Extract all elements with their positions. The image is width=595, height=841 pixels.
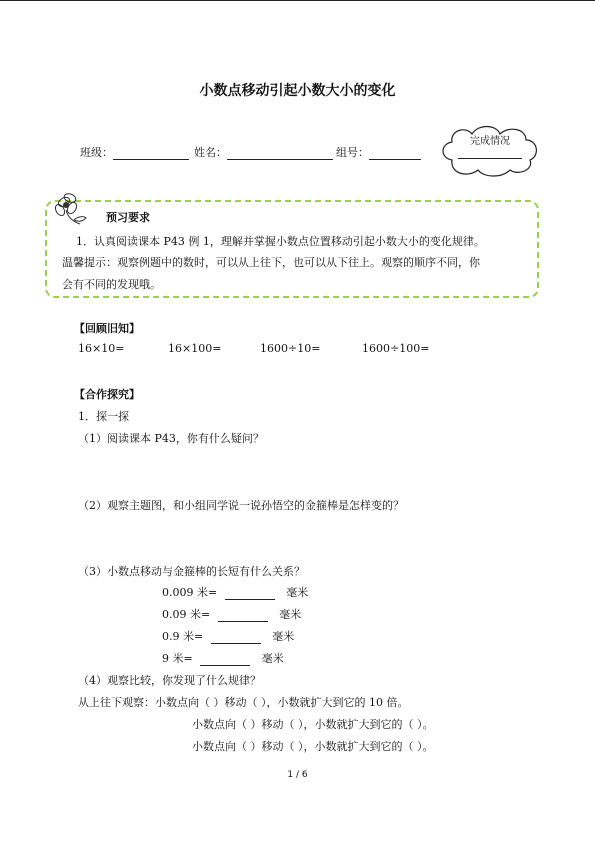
name-field [194, 144, 333, 160]
question-4: （4）观察比较，你发现了什么规律？ [78, 674, 261, 687]
review-problem: 1600÷10= [260, 342, 321, 355]
conversion-lhs: 0.9 米= [162, 630, 204, 643]
page-title: 小数点移动引起小数大小的变化 [199, 83, 396, 99]
review-problem: 16×100= [168, 342, 222, 355]
observation-line-1 [78, 694, 408, 710]
observation-line-3: 小数点向（ ）移动（ ），小数就扩大到它的（ ）。 [192, 740, 434, 753]
completion-cloud [438, 122, 542, 178]
observation-prefix: 从上往下观察： [78, 696, 155, 709]
preview-tip-line-1: 温馨提示：观察例题中的数时，可以从上往下，也可以从下往上。观察的顺序不同，你 [62, 256, 480, 269]
conversion-blank[interactable] [200, 653, 250, 666]
conversion-unit: 毫米 [286, 586, 309, 599]
conversion-lhs: 0.009 米= [162, 586, 218, 599]
class-label: 班级： [80, 146, 113, 159]
review-problem: 16×10= [78, 342, 125, 355]
name-label: 姓名： [194, 146, 227, 159]
group-label: 组号： [336, 146, 369, 159]
class-field [80, 144, 189, 160]
conversion-lhs: 9 米= [162, 652, 193, 665]
completion-blank [458, 158, 522, 159]
cloud-icon [438, 122, 542, 178]
conversion-lhs: 0.09 米= [162, 608, 211, 621]
flower-icon [50, 190, 96, 230]
explore-heading: 【合作探究】 [74, 388, 140, 401]
group-blank[interactable] [369, 147, 421, 160]
review-problem: 1600÷100= [362, 342, 430, 355]
name-blank[interactable] [227, 147, 333, 160]
conversion-row [162, 628, 294, 644]
group-field [336, 144, 421, 160]
conversion-row [162, 606, 301, 622]
preview-item-1: 1．认真阅读课本 P43 例 1，理解并掌握小数点位置移动引起小数大小的变化规律。 [76, 235, 485, 248]
observation-text: 小数点向（ ）移动（ ），小数就扩大到它的 10 倍。 [155, 696, 409, 709]
conversion-unit: 毫米 [279, 608, 302, 621]
conversion-blank[interactable] [211, 631, 261, 644]
question-1: （1）阅读课本 P43，你有什么疑问？ [78, 432, 264, 445]
conversion-unit: 毫米 [272, 630, 295, 643]
review-heading: 【回顾旧知】 [74, 322, 140, 335]
observation-line-2: 小数点向（ ）移动（ ），小数就扩大到它的（ ）。 [192, 718, 434, 731]
preview-tip-line-2: 会有不同的发现哦。 [62, 278, 161, 291]
conversion-row [162, 650, 284, 666]
conversion-row [162, 584, 308, 600]
question-2: （2）观察主题图，和小组同学说一说孙悟空的金箍棒是怎样变的？ [78, 499, 404, 512]
conversion-blank[interactable] [225, 587, 275, 600]
top-rule [0, 0, 595, 1]
explore-item-1: 1．探一探 [78, 410, 129, 423]
conversion-unit: 毫米 [261, 652, 284, 665]
conversion-blank[interactable] [218, 609, 268, 622]
question-3: （3）小数点移动与金箍棒的长短有什么关系？ [78, 565, 305, 578]
class-blank[interactable] [113, 147, 189, 160]
page-number: 1 / 6 [287, 770, 308, 780]
preview-heading: 预习要求 [106, 211, 150, 224]
completion-label: 完成情况 [470, 136, 510, 147]
